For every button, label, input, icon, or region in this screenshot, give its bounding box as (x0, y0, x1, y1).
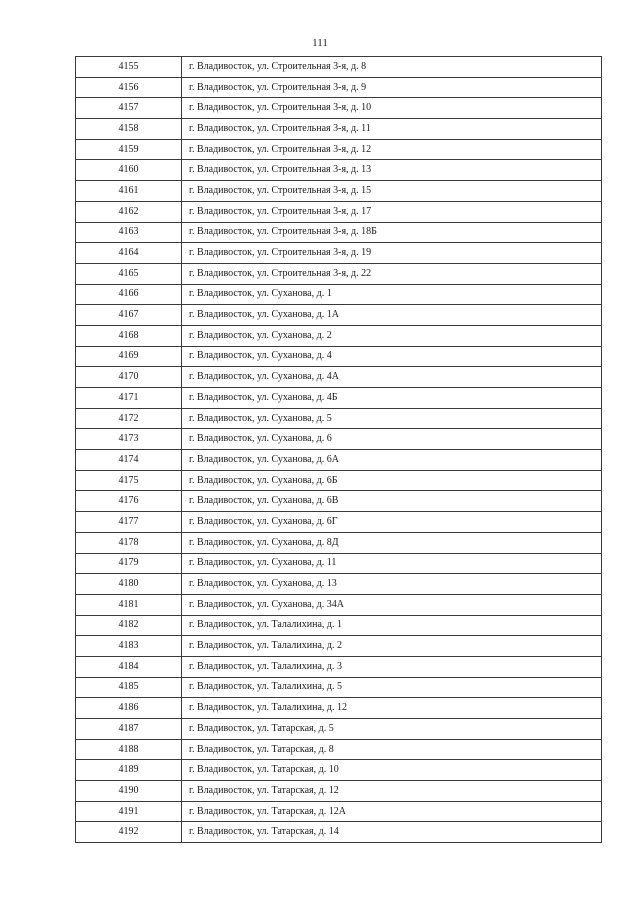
table-row (76, 553, 602, 574)
row-number-cell: 4166 (76, 284, 182, 305)
table-row (76, 574, 602, 595)
address-cell: г. Владивосток, ул. Суханова, д. 6А (182, 450, 602, 471)
row-number-cell: 4191 (76, 801, 182, 822)
row-number-cell: 4184 (76, 656, 182, 677)
row-number-cell: 4186 (76, 698, 182, 719)
table-row (76, 77, 602, 98)
table-row (76, 325, 602, 346)
table-row (76, 594, 602, 615)
table-row (76, 512, 602, 533)
row-number-cell: 4164 (76, 243, 182, 264)
address-cell: г. Владивосток, ул. Строительная 3-я, д. 13 (182, 160, 602, 181)
row-number-cell: 4183 (76, 636, 182, 657)
address-cell: г. Владивосток, ул. Суханова, д. 1А (182, 305, 602, 326)
address-cell: г. Владивосток, ул. Суханова, д. 6В (182, 491, 602, 512)
table-row (76, 408, 602, 429)
address-cell: г. Владивосток, ул. Суханова, д. 34А (182, 594, 602, 615)
address-cell: г. Владивосток, ул. Суханова, д. 4А (182, 367, 602, 388)
row-number-cell: 4155 (76, 57, 182, 78)
row-number-cell: 4182 (76, 615, 182, 636)
table-row (76, 739, 602, 760)
address-cell: г. Владивосток, ул. Строительная 3-я, д. 15 (182, 181, 602, 202)
address-cell: г. Владивосток, ул. Талалихина, д. 5 (182, 677, 602, 698)
table-row (76, 222, 602, 243)
address-cell: г. Владивосток, ул. Татарская, д. 12 (182, 781, 602, 802)
address-cell: г. Владивосток, ул. Суханова, д. 2 (182, 325, 602, 346)
address-cell: г. Владивосток, ул. Суханова, д. 4Б (182, 388, 602, 409)
row-number-cell: 4158 (76, 119, 182, 140)
table-row (76, 388, 602, 409)
row-number-cell: 4167 (76, 305, 182, 326)
row-number-cell: 4189 (76, 760, 182, 781)
row-number-cell: 4161 (76, 181, 182, 202)
table-row (76, 636, 602, 657)
table-row (76, 429, 602, 450)
address-cell: г. Владивосток, ул. Строительная 3-я, д. 22 (182, 263, 602, 284)
row-number-cell: 4185 (76, 677, 182, 698)
row-number-cell: 4171 (76, 388, 182, 409)
row-number-cell: 4175 (76, 470, 182, 491)
address-cell: г. Владивосток, ул. Суханова, д. 6Г (182, 512, 602, 533)
address-cell: г. Владивосток, ул. Татарская, д. 12А (182, 801, 602, 822)
row-number-cell: 4180 (76, 574, 182, 595)
table-row (76, 243, 602, 264)
address-table-body (76, 57, 602, 843)
row-number-cell: 4162 (76, 201, 182, 222)
row-number-cell: 4187 (76, 719, 182, 740)
row-number-cell: 4179 (76, 553, 182, 574)
row-number-cell: 4165 (76, 263, 182, 284)
table-row (76, 801, 602, 822)
row-number-cell: 4172 (76, 408, 182, 429)
table-row (76, 284, 602, 305)
address-cell: г. Владивосток, ул. Татарская, д. 8 (182, 739, 602, 760)
address-cell: г. Владивосток, ул. Суханова, д. 6Б (182, 470, 602, 491)
address-cell: г. Владивосток, ул. Суханова, д. 11 (182, 553, 602, 574)
table-row (76, 119, 602, 140)
table-row (76, 781, 602, 802)
row-number-cell: 4170 (76, 367, 182, 388)
table-row (76, 698, 602, 719)
table-row (76, 305, 602, 326)
address-cell: г. Владивосток, ул. Строительная 3-я, д. 9 (182, 77, 602, 98)
table-row (76, 719, 602, 740)
table-row (76, 760, 602, 781)
table-row (76, 181, 602, 202)
address-cell: г. Владивосток, ул. Татарская, д. 10 (182, 760, 602, 781)
table-row (76, 346, 602, 367)
address-cell: г. Владивосток, ул. Строительная 3-я, д. 12 (182, 139, 602, 160)
row-number-cell: 4176 (76, 491, 182, 512)
table-row (76, 57, 602, 78)
address-cell: г. Владивосток, ул. Талалихина, д. 12 (182, 698, 602, 719)
address-cell: г. Владивосток, ул. Татарская, д. 5 (182, 719, 602, 740)
table-row (76, 367, 602, 388)
address-cell: г. Владивосток, ул. Строительная 3-я, д. 8 (182, 57, 602, 78)
row-number-cell: 4163 (76, 222, 182, 243)
address-cell: г. Владивосток, ул. Суханова, д. 8Д (182, 532, 602, 553)
table-row (76, 615, 602, 636)
address-cell: г. Владивосток, ул. Суханова, д. 1 (182, 284, 602, 305)
row-number-cell: 4181 (76, 594, 182, 615)
table-row (76, 491, 602, 512)
table-row (76, 160, 602, 181)
address-cell: г. Владивосток, ул. Талалихина, д. 3 (182, 656, 602, 677)
address-cell: г. Владивосток, ул. Суханова, д. 4 (182, 346, 602, 367)
address-cell: г. Владивосток, ул. Строительная 3-я, д. 19 (182, 243, 602, 264)
address-cell: г. Владивосток, ул. Строительная 3-я, д. 18Б (182, 222, 602, 243)
row-number-cell: 4168 (76, 325, 182, 346)
address-cell: г. Владивосток, ул. Строительная 3-я, д. 10 (182, 98, 602, 119)
table-row (76, 532, 602, 553)
page-number: 111 (312, 37, 328, 49)
row-number-cell: 4192 (76, 822, 182, 843)
table-row (76, 450, 602, 471)
address-cell: г. Владивосток, ул. Талалихина, д. 1 (182, 615, 602, 636)
row-number-cell: 4178 (76, 532, 182, 553)
row-number-cell: 4177 (76, 512, 182, 533)
address-cell: г. Владивосток, ул. Строительная 3-я, д. 11 (182, 119, 602, 140)
table-row (76, 822, 602, 843)
row-number-cell: 4173 (76, 429, 182, 450)
table-row (76, 201, 602, 222)
address-cell: г. Владивосток, ул. Суханова, д. 13 (182, 574, 602, 595)
row-number-cell: 4169 (76, 346, 182, 367)
address-table (75, 56, 602, 843)
address-cell: г. Владивосток, ул. Суханова, д. 5 (182, 408, 602, 429)
row-number-cell: 4190 (76, 781, 182, 802)
row-number-cell: 4160 (76, 160, 182, 181)
table-row (76, 139, 602, 160)
table-row (76, 470, 602, 491)
address-cell: г. Владивосток, ул. Татарская, д. 14 (182, 822, 602, 843)
address-cell: г. Владивосток, ул. Талалихина, д. 2 (182, 636, 602, 657)
row-number-cell: 4174 (76, 450, 182, 471)
table-row (76, 656, 602, 677)
row-number-cell: 4156 (76, 77, 182, 98)
address-cell: г. Владивосток, ул. Суханова, д. 6 (182, 429, 602, 450)
row-number-cell: 4157 (76, 98, 182, 119)
row-number-cell: 4188 (76, 739, 182, 760)
row-number-cell: 4159 (76, 139, 182, 160)
table-row (76, 263, 602, 284)
table-row (76, 98, 602, 119)
table-row (76, 677, 602, 698)
address-cell: г. Владивосток, ул. Строительная 3-я, д. 17 (182, 201, 602, 222)
